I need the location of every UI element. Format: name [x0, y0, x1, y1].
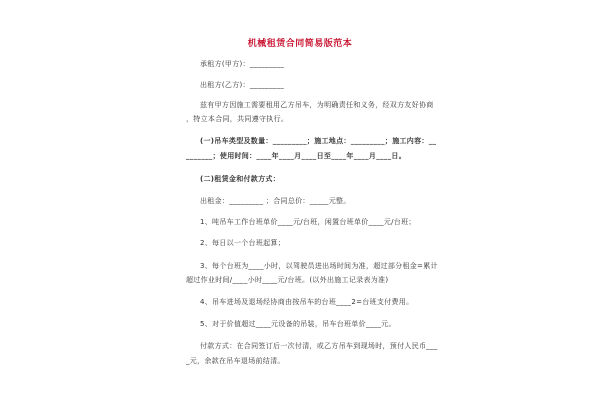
document-title: 机械租赁合同简易版范本 — [247, 39, 353, 49]
intro-paragraph-line-2: ，特立本合同，共同遵守执行。 — [186, 115, 289, 123]
rent-line: 出租金：_________ ；合同总价：_____元整。 — [200, 197, 351, 205]
payment-line-2: _元，余款在吊车退场前结清。 — [186, 357, 285, 365]
party-b-line: 出租方(乙方)：_________ — [200, 81, 285, 89]
item-4: 4、吊车进场及退场经协商由按吊车的台班____2=台班支付费用。 — [200, 298, 414, 306]
item-3-line-2: 超过作业时间/____小时____元/台班。(以外出施工记录表为准) — [186, 276, 389, 284]
item-2: 2、每日以一个台班起算； — [200, 239, 286, 247]
item-1: 1、吨吊车工作台班单价____元/台班，闲置台班单价____元/台班； — [200, 218, 416, 226]
payment-line-1: 付款方式：在合同签订后一次付清，或乙方吊车到现场时，预付人民币___ — [200, 342, 438, 350]
item-5: 5、对于价值超过____元设备的吊装，吊车台班单价____元。 — [200, 320, 396, 328]
intro-paragraph-line-1: 兹有甲方因施工需要租用乙方吊车，为明确责任和义务，经双方友好协商 — [200, 101, 434, 109]
section-1-line-2: _______；使用时间：____年____月____日至____年____月____日。 — [186, 152, 406, 160]
party-a-line: 承租方(甲方)：_________ — [200, 60, 285, 68]
item-3-line-1: 3、每个台班为____小时，以驾驶员进出场时间为准，超过部分租金=累计 — [200, 262, 438, 270]
section-2-heading: (二)租赁金和付款方式： — [200, 175, 280, 183]
section-1-line-1: (一)吊车类型及数量：_________；施工地点：_________；施工内容：__ — [200, 137, 437, 145]
